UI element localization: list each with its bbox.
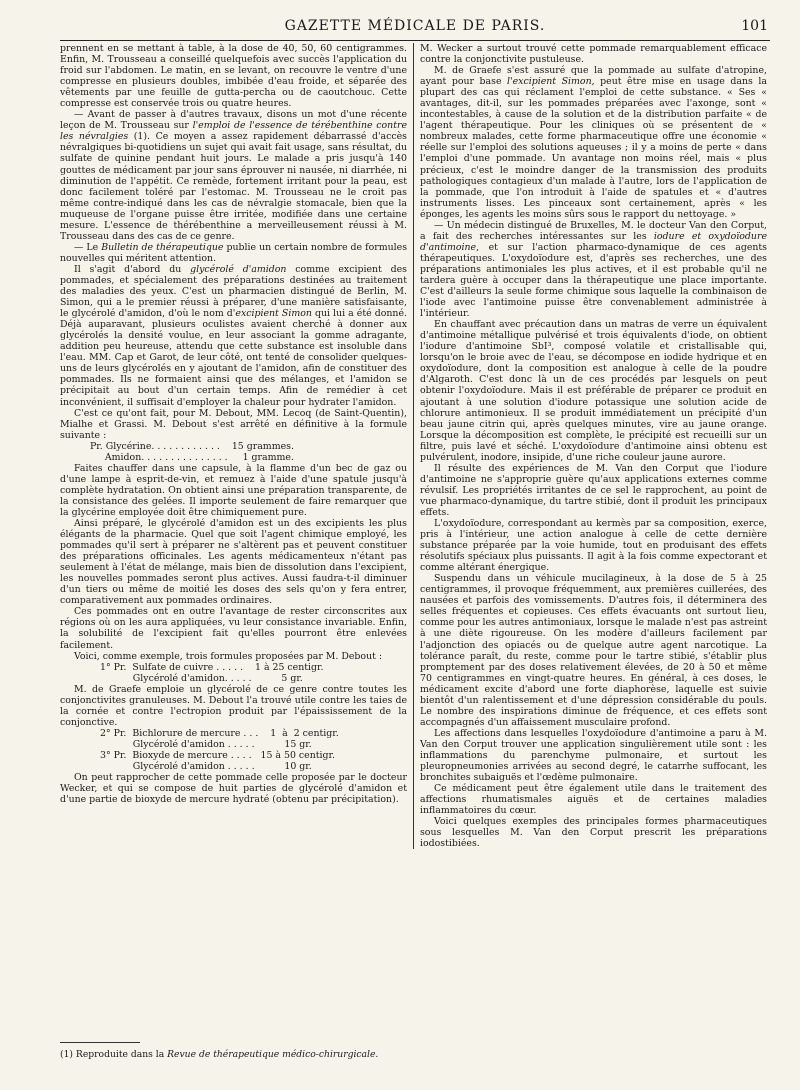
paragraph-van-den-corput: — Un médecin distingué de Bruxelles, M. le docteur Van den Corput, a fait des recherches intéressantes sur les iodure et oxydoïodure d'antimoine, et sur l'action pharmaco-dynamique de ces agents thérapeutiques. L'oxydoïodure est, d'après ses recherches, une des préparations antimoniales les plus actives, et il est probable qu'il ne tardera guère à occuper dans la thérapeutique une place importante. C'est d'ailleurs la seule forme chimique sous laquelle la combinaison de l'iode avec l'antimoine puisse être convenablement administrée à l'intérieur. [420, 219, 767, 320]
left-column [60, 43, 407, 849]
running-title: GAZETTE MÉDICALE DE PARIS. [284, 18, 546, 34]
page-number: 101 [741, 18, 768, 34]
text-columns [60, 43, 770, 849]
paragraph-graefe: M. de Graefe s'est assuré que la pommade au sulfate d'atropine, ayant pour base l'excipient Simon, peut être mise en usage dans la plupart des cas qui réclament l'emploi de cette substance. « Ses « avantages, dit-il, sur les pommades préparées avec l'axonge, sont « incontestables, à cause de la solution et de la distribution parfaite « de l'agent thérapeutique. Pour les cliniques où se présentent de « nombreux malades, cette forme pharmaceutique offre une économie « réelle sur l'emploi des solutions aqueuses ; il y a moins de perte « dans l'emploi d'une pommade. Un avantage non moins réel, mais « plus précieux, c'est le moindre danger de la transmission des produits pathologiques contagieux d'un malade à l'autre, lors de l'application de la pommade, que l'on introduit à l'aide de spatules et « d'autres instruments lisses. Les pinceaux sont certainement, après « les éponges, les agents les moins sûrs sous le rapport du nettoyage. » [420, 65, 767, 220]
paragraph: M. de Graefe emploie un glycérolé de ce genre contre toutes les conjonctivites granuleuses. M. Debout l'a trouvé utile contre les taies de la cornée et contre l'ectropion produit par l'épaississement de la conjonctive. [60, 683, 407, 728]
page-header [60, 14, 770, 41]
column-divider [413, 43, 414, 849]
paragraph: M. Wecker a surtout trouvé cette pommade remarquablement efficace contre la conjonctivite pustuleuse. [420, 43, 767, 66]
paragraph: Suspendu dans un véhicule mucilagineux, à la dose de 5 à 25 centigrammes, il provoque fréquemment, aux premières cuillerées, des nausées et parfois des vomissements. D'autres fois, il déterminera des selles fréquentes et copieuses. Ces effets évacuants ont surtout lieu, comme pour les autres antimoniaux, lorsque le malade n'est pas astreint à une diète rigoureuse. On les modère d'ailleurs facilement par l'adjonction des opiacés ou de quelque autre agent narcotique. La tolérance paraît, du reste, comme pour le tartre stibié, s'établir plus promptement par des doses relativement élevées, de 20 à 50 et même 70 centigrammes en vingt-quatre heures. En général, à ces doses, le médicament excite d'abord une forte diaphorèse, laquelle est suivie bientôt d'un ralentissement et d'une dépression considérable du pouls. Le nombre des inspirations diminue de fréquence, et ces effets sont accompagnés d'un affaissement musculaire profond. [420, 573, 767, 728]
paragraph: En chauffant avec précaution dans un matras de verre un équivalent d'antimoine métallique pulvérisé et trois équivalents d'iode, on obtient l'iodure d'antimoine SbI³, composé volatile et cristallisable qui, lorsqu'on le broie avec de l'eau, se décompose en iodide hydrique et en oxydoïodure, dont la composition est analogue à celle de la poudre d'Algaroth. C'est donc là un de ces procédés par lesquels on peut obtenir l'oxydoïodure. Mais il est préférable de préparer ce produit en ajoutant à une solution d'iodure potassique une solution acide de chlorure antimonieux. Il se produit immédiatement un précipité d'un beau jaune citrin qui, après quelques minutes, vire au jaune orange. Lorsque la décomposition est complète, le précipité est recueilli sur un filtre, puis lavé et séché. L'oxydoïodure d'antimoine ainsi obtenu est pulvérulent, inodore, insipide, d'une riche couleur jaune aurore. [420, 319, 767, 463]
formula-line: Amidon. . . . . . . . . . . . . . . 1 gramme. [90, 451, 294, 463]
paragraph: Voici, comme exemple, trois formules proposées par M. Debout : [74, 650, 383, 662]
paragraph: Il résulte des expériences de M. Van den Corput que l'iodure d'antimoine ne s'approprie guère qu'aux applications externes comme révulsif. Les propriétés irritantes de ce sel le rapprochent, au point de vue pharmaco-dynamique, du tartre stibié, dont il produit les principaux effets. [420, 462, 767, 518]
formula-line: 2° Pr. Bichlorure de mercure . . . 1 à 2 centigr. [100, 727, 339, 739]
footnote: (1) Reproduite dans la Revue de thérapeutique médico-chirurgicale. [60, 1049, 379, 1060]
paragraph: Voici quelques exemples des principales formes pharmaceutiques sous lesquelles M. Van den Corput prescrit les préparations iodostibiées. [420, 816, 767, 850]
paragraph: On peut rapprocher de cette pommade celle proposée par le docteur Wecker, et qui se compose de huit parties de glycérolé d'amidon et d'une partie de bioxyde de mercure hydraté (obtenu par précipitation). [60, 772, 407, 806]
paragraph: Ces pommades ont en outre l'avantage de rester circonscrites aux régions où on les aura appliquées, vu leur consistance invariable. Enfin, la solubilité de l'excipient fait qu'elles pourront être enlevées facilement. [60, 606, 407, 651]
formula-line: Glycérolé d'amidon . . . . . 10 gr. [100, 761, 312, 773]
formula-line: Glycérolé d'amidon . . . . . 15 gr. [100, 738, 312, 750]
paragraph: L'oxydoïodure, correspondant au kermès par sa composition, exerce, pris à l'intérieur, une action analogue à celle de cette dernière substance préparée par la voie humide, tout en produisant des effets résolutifs spéciaux plus puissants. Il agit à la fois comme expectorant et comme altérant énergique. [420, 518, 767, 574]
paragraph: Ce médicament peut être également utile dans le traitement des affections rhumatismales aiguës et de certaines maladies inflammatoires du cœur. [420, 783, 767, 817]
formula-line: Glycérolé d'amidon. . . . . 5 gr. [100, 672, 303, 684]
paragraph-trousseau: — Avant de passer à d'autres travaux, disons un mot d'une récente leçon de M. Trousseau sur l'emploi de l'essence de térébenthine contre les névralgies (1). Ce moyen a assez rapidement débarrassé d'accès névralgiques bi-quotidiens un sujet qui avait fait usage, sans résultat, du sulfate de quinine pendant huit jours. Le malade a pris jusqu'à 140 gouttes de médicament par jour sans éprouver ni nausée, ni diarrhée, ni diminution de l'appétit. Ce remède, fortement irritant pour la peau, est donc facilement toléré par l'estomac. M. Trousseau ne le croit pas même contre-indiqué dans les cas de névralgie stomacale, bien que la muqueuse de l'organe puisse être irritée, modifiée dans une certaine mesure. L'essence de thérébenthine a merveilleusement réussi à M. Trousseau dans des cas de ce genre. [60, 109, 407, 242]
paragraph: prennent en se mettant à table, à la dose de 40, 50, 60 centigrammes. Enfin, M. Trousseau a conseillé quelquefois avec succès l'application du froid sur l'abdomen. Le matin, en se levant, on recouvre le ventre d'une compresse en plusieurs doubles, imbibée d'eau froide, et séparée des vêtements par une feuille de gutta-percha ou de caoutchouc. Cette compresse est conservée trois ou quatre heures. [60, 43, 407, 110]
paragraph: C'est ce qu'ont fait, pour M. Debout, MM. Lecoq (de Saint-Quentin), Mialhe et Grassi. M. Debout s'est arrêté en définitive à la formule suivante : [60, 407, 407, 441]
formula-line: Pr. Glycérine. . . . . . . . . . . . 15 grammes. [90, 440, 294, 452]
right-column [420, 43, 767, 849]
paragraph: Les affections dans lesquelles l'oxydoïodure d'antimoine a paru à M. Van den Corput trouver une application singulièrement utile sont : les inflammations du parenchyme pulmonaire, et surtout les pleuropneumonies arrivées au second degré, le catarrhe suffocant, les bronchites subaiguës et l'œdème pulmonaire. [420, 727, 767, 784]
paragraph: Faites chauffer dans une capsule, à la flamme d'un bec de gaz ou d'une lampe à esprit-de-vin, et remuez à l'aide d'une spatule jusqu'à complète hydratation. On obtient ainsi une préparation transparente, de la consistance des gelées. Il importe seulement de faire remarquer que la glycérine employée doit être chimiquement pure. [60, 462, 407, 518]
paragraph-bulletin: — Le Bulletin de thérapeutique publie un certain nombre de formules nouvelles qui méritent attention. [60, 241, 408, 264]
footnote-rule [60, 1042, 140, 1043]
paragraph: Ainsi préparé, le glycérolé d'amidon est un des excipients les plus élégants de la pharmacie. Quel que soit l'agent chimique employé, les pommades qu'il sert à préparer ne s'altèrent pas et peuvent constituer des préparations officinales. Les agents médicamenteux n'étant pas seulement à l'état de mélange, mais bien de dissolution dans l'excipient, les nouvelles pommades seront plus actives. Aussi faudra-t-il diminuer d'un tiers ou même de moitié les doses des sels qu'on y fera entrer, comparativement aux pommades ordinaires. [60, 518, 407, 607]
formula-line: 3° Pr. Bioxyde de mercure . . . . 15 à 50 centigr. [100, 750, 335, 761]
formula-line: 1° Pr. Sulfate de cuivre . . . . . 1 à 25 centigr. [100, 661, 324, 673]
footnote-area [60, 1042, 407, 1060]
paragraph-glycerole: Il s'agit d'abord du glycérolé d'amidon comme excipient des pommades, et spécialement des préparations destinées au traitement des maladies des yeux. C'est un pharmacien distingué de Berlin, M. Simon, qui a le premier réussi à préparer, d'une manière satisfaisante, le glycérolé d'amidon, d'où le nom d'excipient Simon qui lui a été donné. Déjà auparavant, plusieurs oculistes avaient cherché à donner aux glycérolés la densité voulue, en leur associant la gomme adragante, addition peu heureuse, attendu que cette substance est insoluble dans l'eau. MM. Cap et Garot, de leur côté, ont tenté de consolider quelques-uns de leurs glycérolés en y ajoutant de l'amidon, afin de constituer des pommades. Ils ne formaient ainsi que des mélanges, et l'amidon se précipitait au bout d'un certain temps. Afin de remédier à cet inconvénient, il suffisait d'employer la chaleur pour hydrater l'amidon. [60, 263, 407, 408]
